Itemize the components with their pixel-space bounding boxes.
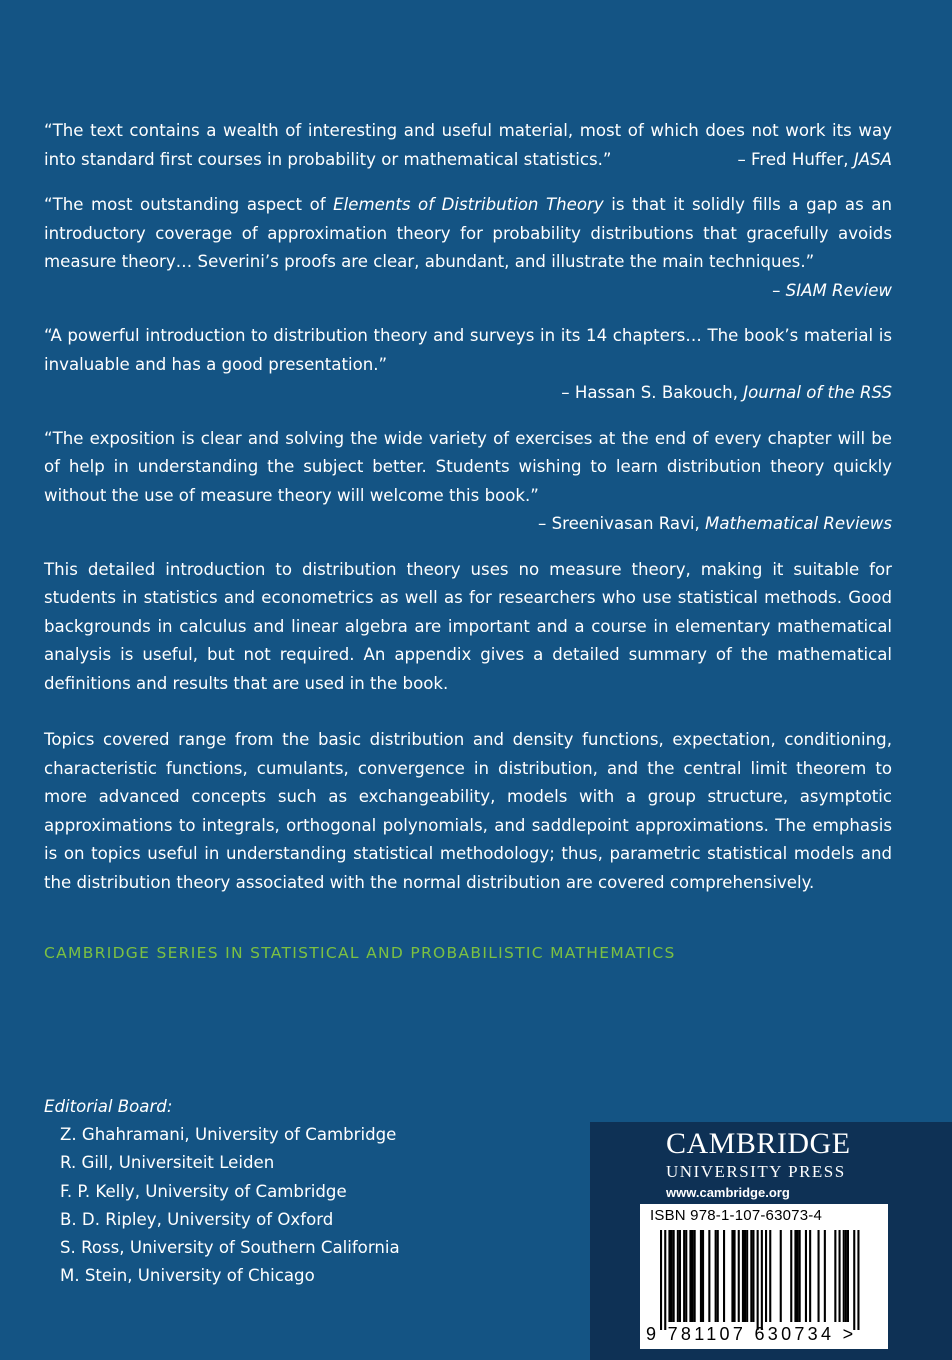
barcode-bar	[853, 1230, 855, 1330]
barcode-bar	[845, 1230, 847, 1322]
editorial-board-member: Z. Ghahramani, University of Cambridge	[60, 1125, 397, 1145]
barcode-bar	[752, 1230, 754, 1322]
barcode-bar	[790, 1230, 792, 1322]
barcode-bar	[715, 1230, 717, 1322]
barcode-bar	[708, 1230, 710, 1322]
review-quote-2-attribution	[44, 277, 892, 306]
barcode-bar	[797, 1230, 799, 1322]
review-quote-1-text: “The text contains a wealth of interesting and useful material, most of which does not work its way into standard first courses in probability or mathematical statistics.”	[44, 121, 892, 169]
barcode-bar	[824, 1230, 826, 1322]
barcode-bar	[839, 1230, 841, 1322]
publisher-logo-name: CAMBRIDGE	[666, 1127, 851, 1160]
editorial-board-member: S. Ross, University of Southern California	[60, 1238, 400, 1258]
barcode-bar	[738, 1230, 740, 1322]
barcode-bar	[794, 1230, 796, 1322]
editorial-board-title: Editorial Board:	[44, 1097, 173, 1116]
editorial-board-member: M. Stein, University of Chicago	[60, 1266, 315, 1286]
barcode-bar	[746, 1230, 748, 1322]
barcode-bar	[780, 1230, 782, 1322]
barcode-bar	[818, 1230, 820, 1322]
review-quote-4-attribution	[44, 510, 892, 539]
review-quote-3-text: “A powerful introduction to distribution theory and surveys in its 14 chapters… The book’s material is invaluable and has a good presentation.”	[44, 326, 892, 374]
barcode-bar	[692, 1230, 694, 1322]
editorial-board-member: B. D. Ripley, University of Oxford	[60, 1209, 334, 1229]
review-quote-3-author: – Hassan S. Bakouch,	[561, 383, 744, 402]
barcode-bar	[765, 1230, 767, 1322]
publisher-url: www.cambridge.org	[666, 1185, 790, 1200]
review-quote-2	[44, 191, 892, 305]
isbn-barcode	[640, 1204, 888, 1349]
editorial-board	[44, 1093, 400, 1290]
barcode-bar	[847, 1230, 849, 1322]
barcode-bar	[805, 1230, 807, 1322]
series-title: CAMBRIDGE SERIES IN STATISTICAL AND PROBABILISTIC MATHEMATICS	[44, 944, 676, 962]
barcode-bar	[689, 1230, 691, 1322]
description-paragraph-2: Topics covered range from the basic distribution and density functions, expectation, conditioning, characteristic functions, cumulants, convergence in distribution, and the central limit theorem to more advanced concepts such as exchangeability, models with a group structure, asymptotic approximations to integrals, orthogonal polynomials, and saddlepoint approximations. The emphasis is on topics useful in understanding statistical methodology; thus, parametric statistical models and the distribution theory associated with the normal distribution are covered comprehensively.	[44, 730, 892, 892]
review-quote-4-author: – Sreenivasan Ravi,	[538, 514, 706, 533]
barcode-bar	[677, 1230, 679, 1322]
barcode-bar	[734, 1230, 736, 1322]
isbn-label: ISBN 978-1-107-63073-4	[650, 1207, 823, 1224]
editorial-board-member: R. Gill, Universiteit Leiden	[60, 1153, 275, 1173]
review-quote-2-text-after: is that it solidly fills a gap as an introductory coverage of approximation theory for probability distributions that gracefully avoids measure theory… Severini’s proofs are clear, abundant, and illustrate the main techniques.”	[44, 195, 892, 271]
barcode-bar	[742, 1230, 744, 1322]
barcode-bar	[679, 1230, 681, 1322]
barcode-bar	[671, 1230, 673, 1322]
barcode-bar	[700, 1230, 702, 1322]
review-quote-3-attribution	[44, 379, 892, 408]
barcode-bar	[660, 1230, 662, 1330]
review-quote-3	[44, 322, 892, 408]
review-quote-4-text: “The exposition is clear and solving the wide variety of exercises at the end of every chapter will be of help in understanding the subject better. Students wishing to learn distribution theory quickly without the use of measure theory will welcome this book.”	[44, 428, 892, 505]
barcode-bar	[683, 1230, 685, 1322]
barcode-bar	[694, 1230, 696, 1322]
review-quote-2-source: SIAM Review	[785, 280, 892, 300]
barcode-bar	[744, 1230, 746, 1322]
barcode-bar	[673, 1230, 675, 1322]
barcode-bar	[761, 1230, 763, 1330]
review-quote-1-source: JASA	[853, 149, 892, 169]
barcode-bar	[723, 1230, 725, 1322]
review-quote-2-book-title: Elements of Distribution Theory	[333, 195, 604, 214]
barcode-bar	[769, 1230, 771, 1322]
barcode-bar	[750, 1230, 752, 1322]
review-quote-1-attribution	[737, 146, 892, 175]
barcode-bar	[731, 1230, 733, 1322]
back-cover-text	[44, 117, 892, 897]
review-quote-1	[44, 117, 892, 174]
review-quote-4	[44, 425, 892, 539]
barcode-bar	[668, 1230, 670, 1322]
barcode-bar	[717, 1230, 719, 1322]
editorial-board-member: F. P. Kelly, University of Cambridge	[60, 1181, 347, 1201]
barcode-bar	[702, 1230, 704, 1322]
barcode-bar	[834, 1230, 836, 1322]
barcode-bar	[664, 1230, 666, 1330]
review-quote-3-source: Journal of the RSS	[743, 383, 892, 402]
review-quote-2-text-before: “The most outstanding aspect of	[44, 195, 334, 214]
barcode-digits: 9 781107 630734 >	[646, 1324, 857, 1344]
publisher-logo-press: UNIVERSITY PRESS	[666, 1162, 846, 1181]
review-quote-4-source: Mathematical Reviews	[705, 514, 892, 533]
review-quote-1-author: – Fred Huffer,	[737, 149, 854, 169]
barcode-bar	[685, 1230, 687, 1322]
barcode-bar	[799, 1230, 801, 1322]
barcode-bar	[809, 1230, 811, 1322]
description-paragraph-1: This detailed introduction to distribution theory uses no measure theory, making it suitable for students in statistics and econometrics as well as for researchers who use statistical methods. Good backgrounds in calculus and linear algebra are important and a course in elementary mathematical analysis is useful, but not required. An appendix gives a detailed summary of the mathematical definitions and results that are used in the book.	[44, 559, 892, 693]
review-quote-2-text	[44, 195, 892, 271]
barcode-bar	[757, 1230, 759, 1330]
barcode-bar	[857, 1230, 859, 1330]
review-quote-2-author: –	[772, 280, 786, 300]
barcode-bar	[843, 1230, 845, 1322]
